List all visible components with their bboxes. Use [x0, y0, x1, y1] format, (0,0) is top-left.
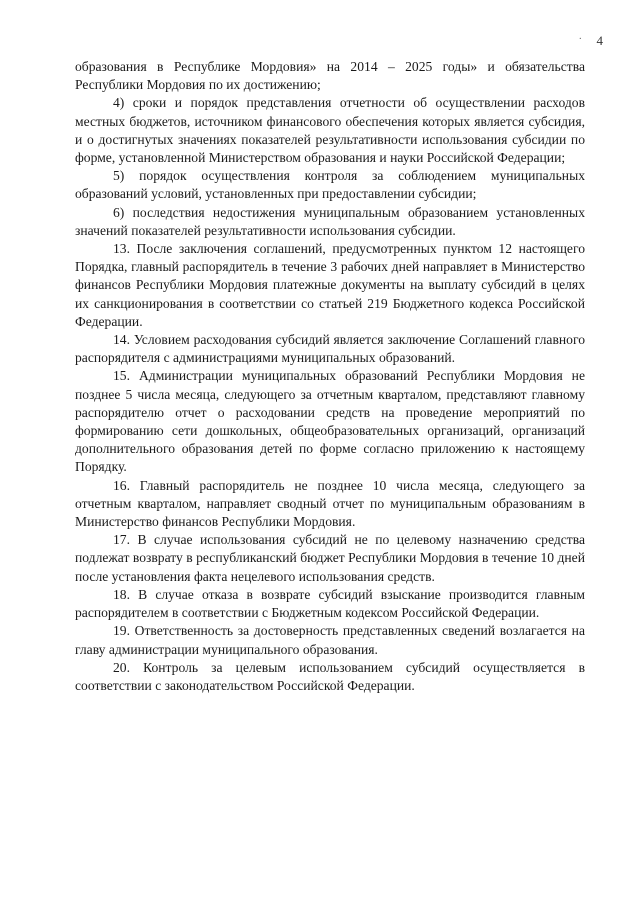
- paragraph-16: 16. Главный распорядитель не позднее 10 числа месяца, следующего за отчетным кварталом, направляет сводный отчет по муниципальным образованиям в Министерство финансов Республики Мордовия.: [75, 477, 585, 530]
- document-body: [75, 58, 585, 695]
- paragraph-item-5: 5) порядок осуществления контроля за соблюдением муниципальных образований условий, установленных при предоставлении субсидии;: [75, 168, 585, 202]
- paragraph-20: 20. Контроль за целевым использованием субсидий осуществляется в соответствии с законодательством Российской Федерации.: [75, 659, 585, 693]
- paragraph-14: 14. Условием расходования субсидий является заключение Соглашений главного распорядителя с администрациями муниципальных образований.: [75, 332, 585, 366]
- paragraph-18: 18. В случае отказа в возврате субсидий взыскание производится главным распорядителем в соответствии с Бюджетным кодексом Российской Федерации.: [75, 586, 585, 621]
- paragraph-15: 15. Администрации муниципальных образований Республики Мордовия не позднее 5 числа месяца, следующего за отчетным кварталом, представляют главному распорядителю отчет о расходовании средств на проведение мероприятий по формированию сети дошкольных, общеобразовательных организаций, организаций дополнительного образования детей по форме согласно приложению к настоящему Порядку.: [75, 368, 585, 475]
- page-mark: ·: [578, 34, 582, 45]
- paragraph-item-4: 4) сроки и порядок представления отчетности об осуществлении расходов местных бюджетов, источником финансового обеспечения которых является субсидия, и о достигнутых значениях показателей результативности использования субсидии по форме, установленной Министерством образования и науки Российской Федерации;: [75, 95, 585, 166]
- page-number: 4: [596, 33, 603, 48]
- paragraph-continuation: образования в Республике Мордовия» на 2014 – 2025 годы» и обязательства Республики Мордовия по их достижению;: [75, 59, 585, 93]
- paragraph-19: 19. Ответственность за достоверность представленных сведений возлагается на главу администрации муниципального образования.: [75, 623, 585, 657]
- paragraph-13: 13. После заключения соглашений, предусмотренных пунктом 12 настоящего Порядка, главный распорядитель в течение 3 рабочих дней направляет в Министерство финансов Республики Мордовия платежные документы на выплату субсидий в целях их санкционирования в соответствии со статьей 219 Бюджетного кодекса Российской Федерации.: [75, 241, 585, 329]
- paragraph-17: 17. В случае использования субсидий не по целевому назначению средства подлежат возврату в республиканский бюджет Республики Мордовия в течение 10 дней после установления факта нецелевого использования средств.: [75, 532, 585, 584]
- paragraph-item-6: 6) последствия недостижения муниципальным образованием установленных значений показателей результативности использования субсидии.: [75, 204, 585, 238]
